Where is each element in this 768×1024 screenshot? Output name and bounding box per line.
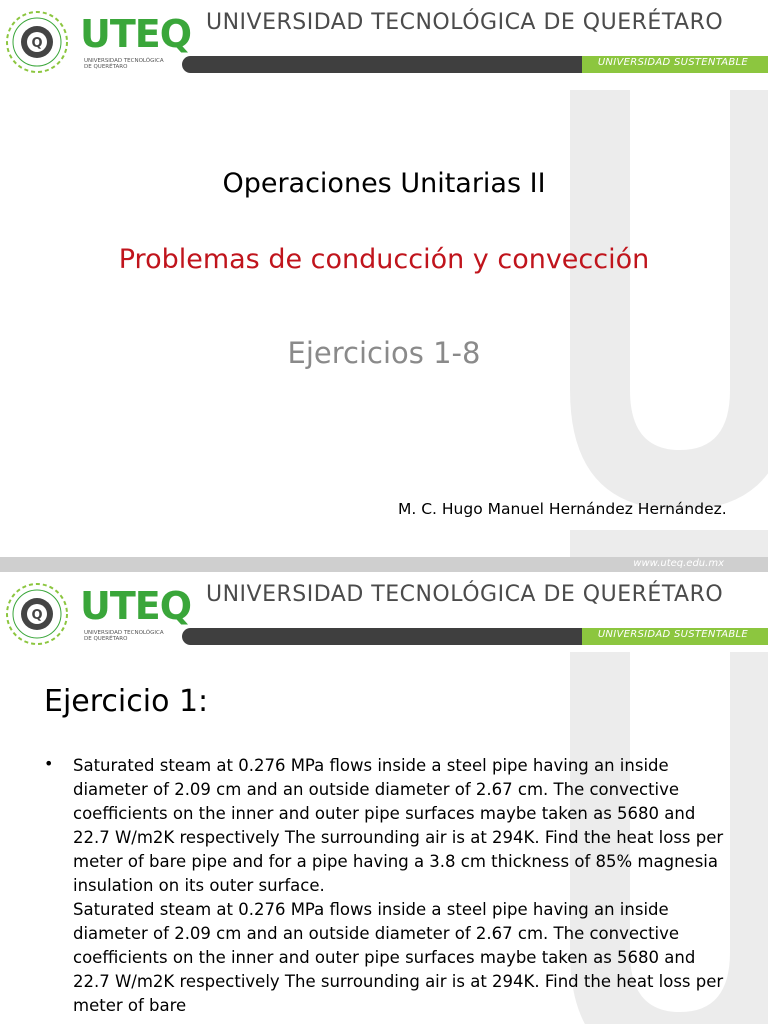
exercise-heading: Ejercicio 1: xyxy=(44,684,209,719)
uteq-logo-text: UTEQ xyxy=(80,584,192,628)
presentation-subtitle: Problemas de conducción y convección xyxy=(118,244,650,275)
author-name: M. C. Hugo Manuel Hernández Hernández. xyxy=(398,500,727,518)
header-green-bar xyxy=(582,56,768,73)
uteq-logo-text: UTEQ xyxy=(80,12,192,56)
slogan-text: UNIVERSIDAD SUSTENTABLE xyxy=(597,629,748,640)
footer-url: www.uteq.edu.mx xyxy=(633,558,724,569)
bullet-symbol: • xyxy=(44,754,54,773)
svg-text:Q: Q xyxy=(31,36,43,51)
course-title: Operaciones Unitarias II xyxy=(222,168,546,199)
university-seal-logo xyxy=(2,576,72,652)
slide-footer-strip xyxy=(0,557,768,572)
header-green-bar xyxy=(582,628,768,645)
exercises-range: Ejercicios 1-8 xyxy=(287,336,481,370)
university-name: UNIVERSIDAD TECNOLÓGICA DE QUERÉTARO xyxy=(206,10,724,35)
slogan-text: UNIVERSIDAD SUSTENTABLE xyxy=(597,57,748,68)
exercise-statement: Saturated steam at 0.276 MPa flows inside a steel pipe having an inside diameter of 2.09 cm and an outside diameter of 2.67 cm. The convective coefficients on the inner and outer pipe surfaces maybe taken as 5680 and 22.7 W/m2K respectively The surrounding air is at 294K. Find the heat loss per meter of bare pipe and for a pipe having a 3.8 cm thickness of 85% magnesia insulation on its outer surface. Saturated steam at 0.276 MPa flows inside a steel pipe having an inside diameter of 2.09 cm and an outside diameter of 2.67 cm. The convective coefficients on the inner and outer pipe surfaces maybe taken as 5680 and 22.7 W/m2K respectively The surrounding air is at 294K. Find the heat loss per meter of bare xyxy=(73,756,724,1015)
uteq-watermark-graphic xyxy=(530,90,768,557)
exercise-slide xyxy=(0,572,768,1024)
university-name: UNIVERSIDAD TECNOLÓGICA DE QUERÉTARO xyxy=(206,582,724,607)
uteq-logo xyxy=(80,12,192,78)
svg-text:Q: Q xyxy=(31,608,43,623)
uteq-logo-subtext: UNIVERSIDAD TECNOLÓGICA DE QUERÉTARO xyxy=(84,630,164,642)
uteq-logo-subtext: UNIVERSIDAD TECNOLÓGICA DE QUERÉTARO xyxy=(84,58,164,70)
uteq-logo xyxy=(80,584,192,650)
slide-header xyxy=(0,572,768,662)
university-seal-logo xyxy=(2,4,72,80)
slide-header xyxy=(0,0,768,90)
